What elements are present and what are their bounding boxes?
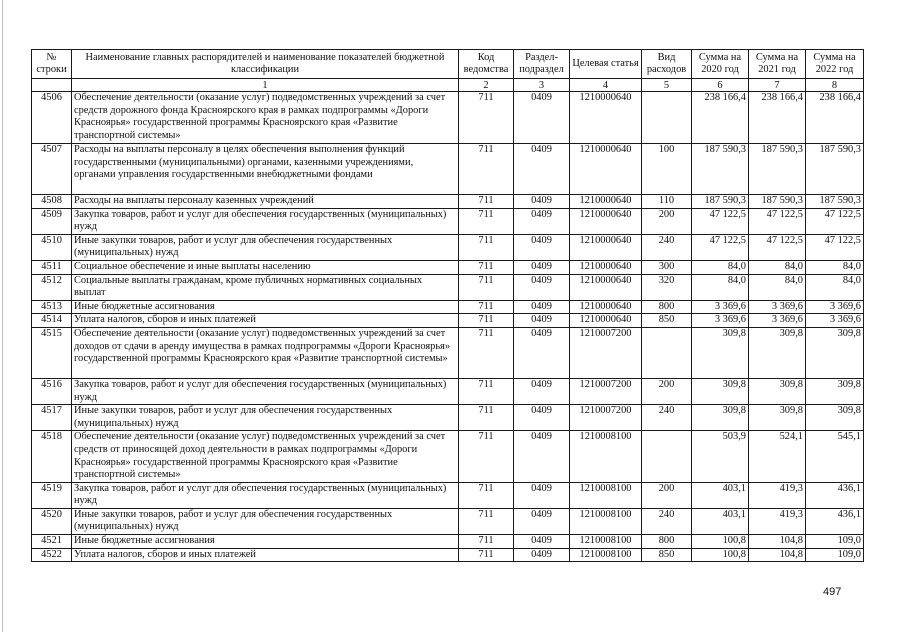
sum-2020: 3 369,6 bbox=[692, 300, 749, 314]
sum-2021: 309,8 bbox=[749, 405, 806, 431]
header-sum-2020: Сумма на 2020 год bbox=[692, 50, 749, 79]
header-sum-2021: Сумма на 2021 год bbox=[749, 50, 806, 79]
dept-code: 711 bbox=[459, 144, 514, 195]
table-row bbox=[32, 314, 864, 328]
section-code: 0409 bbox=[514, 314, 570, 328]
row-number: 4507 bbox=[32, 144, 72, 195]
target-code: 1210007200 bbox=[570, 327, 642, 378]
sum-2021: 309,8 bbox=[749, 327, 806, 378]
section-code: 0409 bbox=[514, 195, 570, 209]
table-row bbox=[32, 92, 864, 144]
sum-2020: 84,0 bbox=[692, 274, 749, 300]
header-name: Наименование главных распорядителей и наименование показателей бюджетной классификации bbox=[72, 50, 459, 79]
target-code: 1210000640 bbox=[570, 144, 642, 195]
sum-2021: 238 166,4 bbox=[749, 92, 806, 144]
header-dept-code: Код ведомства bbox=[459, 50, 514, 79]
dept-code: 711 bbox=[459, 548, 514, 562]
column-number: 8 bbox=[806, 79, 864, 92]
row-name: Уплата налогов, сборов и иных платежей bbox=[72, 548, 459, 562]
dept-code: 711 bbox=[459, 92, 514, 144]
dept-code: 711 bbox=[459, 405, 514, 431]
sum-2022: 3 369,6 bbox=[806, 314, 864, 328]
dept-code: 711 bbox=[459, 482, 514, 508]
target-code: 1210008100 bbox=[570, 431, 642, 482]
table-row bbox=[32, 195, 864, 209]
sum-2022: 47 122,5 bbox=[806, 208, 864, 234]
expense-kind bbox=[642, 431, 692, 482]
row-name: Иные закупки товаров, работ и услуг для обеспечения государственных (муниципальных) нужд bbox=[72, 405, 459, 431]
target-code: 1210000640 bbox=[570, 260, 642, 274]
row-name: Уплата налогов, сборов и иных платежей bbox=[72, 314, 459, 328]
column-number: 5 bbox=[642, 79, 692, 92]
sum-2021: 3 369,6 bbox=[749, 300, 806, 314]
section-code: 0409 bbox=[514, 300, 570, 314]
table-row bbox=[32, 535, 864, 549]
dept-code: 711 bbox=[459, 300, 514, 314]
expense-kind: 100 bbox=[642, 144, 692, 195]
sum-2020: 100,8 bbox=[692, 535, 749, 549]
page-number: 497 bbox=[823, 586, 842, 598]
table-row bbox=[32, 300, 864, 314]
sum-2021: 84,0 bbox=[749, 274, 806, 300]
column-number: 6 bbox=[692, 79, 749, 92]
sum-2020: 47 122,5 bbox=[692, 234, 749, 260]
sum-2020: 3 369,6 bbox=[692, 314, 749, 328]
row-name: Социальные выплаты гражданам, кроме публичных нормативных социальных выплат bbox=[72, 274, 459, 300]
dept-code: 711 bbox=[459, 327, 514, 378]
expense-kind: 200 bbox=[642, 378, 692, 404]
section-code: 0409 bbox=[514, 378, 570, 404]
column-number: 4 bbox=[570, 79, 642, 92]
expense-kind: 240 bbox=[642, 508, 692, 534]
sum-2022: 187 590,3 bbox=[806, 144, 864, 195]
sum-2021: 84,0 bbox=[749, 260, 806, 274]
expense-kind: 850 bbox=[642, 314, 692, 328]
sum-2022: 545,1 bbox=[806, 431, 864, 482]
sum-2022: 187 590,3 bbox=[806, 195, 864, 209]
row-number: 4514 bbox=[32, 314, 72, 328]
sum-2021: 187 590,3 bbox=[749, 195, 806, 209]
sum-2022: 238 166,4 bbox=[806, 92, 864, 144]
sum-2020: 403,1 bbox=[692, 508, 749, 534]
row-name: Закупка товаров, работ и услуг для обеспечения государственных (муниципальных) нужд bbox=[72, 378, 459, 404]
row-name: Расходы на выплаты персоналу казенных учреждений bbox=[72, 195, 459, 209]
dept-code: 711 bbox=[459, 208, 514, 234]
expense-kind: 800 bbox=[642, 535, 692, 549]
row-number: 4511 bbox=[32, 260, 72, 274]
row-number: 4510 bbox=[32, 234, 72, 260]
target-code: 1210008100 bbox=[570, 548, 642, 562]
target-code: 1210000640 bbox=[570, 92, 642, 144]
row-number: 4512 bbox=[32, 274, 72, 300]
row-number: 4518 bbox=[32, 431, 72, 482]
table-row bbox=[32, 260, 864, 274]
target-code: 1210008100 bbox=[570, 535, 642, 549]
table-row bbox=[32, 431, 864, 482]
sum-2021: 419,3 bbox=[749, 482, 806, 508]
sum-2021: 524,1 bbox=[749, 431, 806, 482]
sum-2021: 3 369,6 bbox=[749, 314, 806, 328]
sum-2021: 47 122,5 bbox=[749, 234, 806, 260]
header-target: Целевая статья bbox=[570, 50, 642, 79]
target-code: 1210008100 bbox=[570, 508, 642, 534]
sum-2021: 104,8 bbox=[749, 535, 806, 549]
header-row bbox=[32, 50, 864, 79]
table-row bbox=[32, 482, 864, 508]
row-name: Иные бюджетные ассигнования bbox=[72, 300, 459, 314]
target-code: 1210007200 bbox=[570, 405, 642, 431]
sum-2020: 100,8 bbox=[692, 548, 749, 562]
table-row bbox=[32, 508, 864, 534]
sum-2021: 104,8 bbox=[749, 548, 806, 562]
sum-2022: 109,0 bbox=[806, 535, 864, 549]
table-row bbox=[32, 548, 864, 562]
sum-2022: 84,0 bbox=[806, 260, 864, 274]
sum-2022: 436,1 bbox=[806, 482, 864, 508]
table-row bbox=[32, 405, 864, 431]
section-code: 0409 bbox=[514, 144, 570, 195]
column-number bbox=[32, 79, 72, 92]
sum-2020: 403,1 bbox=[692, 482, 749, 508]
row-number: 4520 bbox=[32, 508, 72, 534]
sum-2021: 419,3 bbox=[749, 508, 806, 534]
dept-code: 711 bbox=[459, 378, 514, 404]
section-code: 0409 bbox=[514, 431, 570, 482]
header-row-number: № строки bbox=[32, 50, 72, 79]
table-row bbox=[32, 327, 864, 378]
row-name: Социальное обеспечение и иные выплаты населению bbox=[72, 260, 459, 274]
expense-kind bbox=[642, 327, 692, 378]
dept-code: 711 bbox=[459, 431, 514, 482]
row-number: 4508 bbox=[32, 195, 72, 209]
sum-2020: 187 590,3 bbox=[692, 195, 749, 209]
sum-2021: 187 590,3 bbox=[749, 144, 806, 195]
sum-2020: 309,8 bbox=[692, 327, 749, 378]
expense-kind: 850 bbox=[642, 548, 692, 562]
sum-2022: 309,8 bbox=[806, 327, 864, 378]
expense-kind: 800 bbox=[642, 300, 692, 314]
sum-2020: 503,9 bbox=[692, 431, 749, 482]
expense-kind: 200 bbox=[642, 482, 692, 508]
section-code: 0409 bbox=[514, 260, 570, 274]
column-number: 7 bbox=[749, 79, 806, 92]
sum-2022: 309,8 bbox=[806, 378, 864, 404]
row-name: Иные закупки товаров, работ и услуг для обеспечения государственных (муниципальных) нужд bbox=[72, 508, 459, 534]
header-sum-2022: Сумма на 2022 год bbox=[806, 50, 864, 79]
sum-2022: 309,8 bbox=[806, 405, 864, 431]
expense-kind: 240 bbox=[642, 405, 692, 431]
expense-kind: 110 bbox=[642, 195, 692, 209]
table-row bbox=[32, 274, 864, 300]
sum-2020: 238 166,4 bbox=[692, 92, 749, 144]
target-code: 1210000640 bbox=[570, 208, 642, 234]
sum-2022: 3 369,6 bbox=[806, 300, 864, 314]
dept-code: 711 bbox=[459, 314, 514, 328]
row-number: 4509 bbox=[32, 208, 72, 234]
section-code: 0409 bbox=[514, 405, 570, 431]
sum-2020: 309,8 bbox=[692, 405, 749, 431]
row-number: 4521 bbox=[32, 535, 72, 549]
column-number-row bbox=[32, 79, 864, 92]
row-number: 4515 bbox=[32, 327, 72, 378]
expense-kind: 240 bbox=[642, 234, 692, 260]
row-number: 4516 bbox=[32, 378, 72, 404]
column-number: 2 bbox=[459, 79, 514, 92]
sum-2020: 187 590,3 bbox=[692, 144, 749, 195]
sum-2022: 436,1 bbox=[806, 508, 864, 534]
row-name: Закупка товаров, работ и услуг для обеспечения государственных (муниципальных) нужд bbox=[72, 482, 459, 508]
row-name: Обеспечение деятельности (оказание услуг) подведомственных учреждений за счет средств дорожного фонда Красноярского края в рамках подпрограммы «Дороги Красноярья» государственной программы Красноярского края «Развитие транспортной системы» bbox=[72, 92, 459, 144]
target-code: 1210000640 bbox=[570, 234, 642, 260]
section-code: 0409 bbox=[514, 208, 570, 234]
dept-code: 711 bbox=[459, 260, 514, 274]
target-code: 1210000640 bbox=[570, 300, 642, 314]
section-code: 0409 bbox=[514, 482, 570, 508]
table-row bbox=[32, 234, 864, 260]
section-code: 0409 bbox=[514, 327, 570, 378]
row-number: 4519 bbox=[32, 482, 72, 508]
column-number: 3 bbox=[514, 79, 570, 92]
section-code: 0409 bbox=[514, 92, 570, 144]
header-section: Раздел-подраздел bbox=[514, 50, 570, 79]
row-number: 4513 bbox=[32, 300, 72, 314]
row-number: 4517 bbox=[32, 405, 72, 431]
sum-2020: 84,0 bbox=[692, 260, 749, 274]
sum-2022: 84,0 bbox=[806, 274, 864, 300]
target-code: 1210008100 bbox=[570, 482, 642, 508]
row-name: Расходы на выплаты персоналу в целях обеспечения выполнения функций государственными (муниципальными) органами, казенными учреждениями, органами управления государственными внебюджетными фондами bbox=[72, 144, 459, 195]
row-number: 4522 bbox=[32, 548, 72, 562]
section-code: 0409 bbox=[514, 234, 570, 260]
table-row bbox=[32, 378, 864, 404]
row-name: Иные бюджетные ассигнования bbox=[72, 535, 459, 549]
expense-kind bbox=[642, 92, 692, 144]
table-row bbox=[32, 144, 864, 195]
dept-code: 711 bbox=[459, 535, 514, 549]
section-code: 0409 bbox=[514, 274, 570, 300]
dept-code: 711 bbox=[459, 234, 514, 260]
dept-code: 711 bbox=[459, 274, 514, 300]
row-name: Закупка товаров, работ и услуг для обеспечения государственных (муниципальных) нужд bbox=[72, 208, 459, 234]
row-name: Обеспечение деятельности (оказание услуг) подведомственных учреждений за счет доходов от сдачи в аренду имущества в рамках подпрограммы «Дороги Красноярья» государственной программы Красноярского края «Развитие транспортной системы» bbox=[72, 327, 459, 378]
sum-2022: 109,0 bbox=[806, 548, 864, 562]
expense-kind: 200 bbox=[642, 208, 692, 234]
budget-table bbox=[31, 49, 864, 562]
section-code: 0409 bbox=[514, 535, 570, 549]
sum-2022: 47 122,5 bbox=[806, 234, 864, 260]
sum-2021: 47 122,5 bbox=[749, 208, 806, 234]
expense-kind: 300 bbox=[642, 260, 692, 274]
row-number: 4506 bbox=[32, 92, 72, 144]
column-number: 1 bbox=[72, 79, 459, 92]
section-code: 0409 bbox=[514, 548, 570, 562]
header-expense-kind: Вид расходов bbox=[642, 50, 692, 79]
dept-code: 711 bbox=[459, 508, 514, 534]
scan-edge-line bbox=[2, 0, 3, 632]
row-name: Иные закупки товаров, работ и услуг для обеспечения государственных (муниципальных) нужд bbox=[72, 234, 459, 260]
row-name: Обеспечение деятельности (оказание услуг) подведомственных учреждений за счет средств от приносящей доход деятельности в рамках подпрограммы «Дороги Красноярья» государственной программы Красноярского края «Развитие транспортной системы» bbox=[72, 431, 459, 482]
section-code: 0409 bbox=[514, 508, 570, 534]
sum-2020: 47 122,5 bbox=[692, 208, 749, 234]
target-code: 1210000640 bbox=[570, 314, 642, 328]
target-code: 1210000640 bbox=[570, 274, 642, 300]
dept-code: 711 bbox=[459, 195, 514, 209]
target-code: 1210007200 bbox=[570, 378, 642, 404]
expense-kind: 320 bbox=[642, 274, 692, 300]
sum-2021: 309,8 bbox=[749, 378, 806, 404]
target-code: 1210000640 bbox=[570, 195, 642, 209]
sum-2020: 309,8 bbox=[692, 378, 749, 404]
table-row bbox=[32, 208, 864, 234]
